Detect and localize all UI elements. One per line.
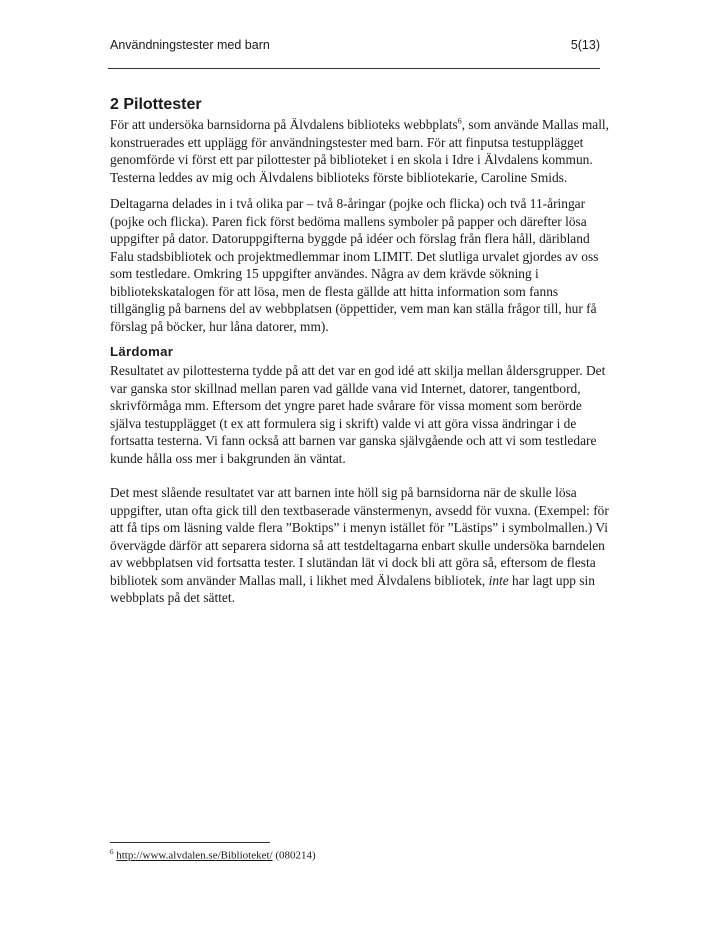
footnote-date: (080214)	[272, 849, 316, 862]
subsection-heading: Lärdomar	[110, 344, 174, 359]
emphasis: inte	[488, 572, 509, 588]
page-number: 5(13)	[570, 38, 600, 52]
running-header-title: Användningstester med barn	[110, 38, 270, 52]
footnote-link[interactable]: http://www.alvdalen.se/Biblioteket/	[116, 849, 273, 862]
footnote	[110, 848, 316, 862]
paragraph: Deltagarna delades in i två olika par – två 8-åringar (pojke och flicka) och två 11-åringar (pojke och flicka). Paren fick först bedöma mallens symboler på papper och därefter lösa uppgifter på dator. Datoruppgifterna byggde på idéer och förslag från flera håll, däribland Falu stadsbibliotek och projektmedlemmar inom LIMIT. Det slutliga urvalet gjordes av oss som testledare. Omkring 15 uppgifter användes. Några av dem krävde sökning i bibliotekskatalogen för att lösa, men de flesta gällde att hitta information som fanns tillgänglig på barnens del av webbplatsen (öppettider, vem man kan ställa frågor till, hur få förslag på böcker, hur låna datorer, mm).	[110, 196, 599, 334]
paragraph: För att undersöka barnsidorna på Älvdalens biblioteks webbplats$^6$, som använde Mallas mall, konstruerades ett upplägg för användningstester med barn. För att finputsa testupplägget genomförde vi först ett par pilottester på biblioteket i en skola i Idre i Älvdalens kommun. Testerna leddes av mig och Älvdalens biblioteks förste bibliotekarie, Caroline Smids.	[110, 116, 609, 185]
section-heading: 2 Pilottester	[110, 96, 202, 113]
footnote-reference: 6	[457, 116, 462, 126]
footnote-number: 6	[110, 848, 114, 856]
paragraph: Resultatet av pilottesterna tydde på att det var en god idé att skilja mellan åldersgrupper. Det var ganska stor skillnad mellan paren vad gällde vana vid Internet, datorer, tangentbord, skrivförmåga mm. Eftersom det yngre paret hade svårare för vissa moment som berörde själva testupplägget (t ex att formulera sig i skrift) valde vi att göra vissa ändringar i de fortsatta testerna. Vi fann också att barnen var ganska självgående och att vi som testledare kunde hålla oss mer i bakgrunden än väntat.	[110, 363, 606, 466]
header-divider	[108, 68, 600, 69]
paragraph: Det mest slående resultatet var att barnen inte höll sig på barnsidorna när de skulle lösa uppgifter, utan ofta gick till den textbaserade vänstermenyn, avsedd för vuxna. (Exempel: för att få tips om läsning valde flera ”Boktips” i menyn istället för ”Lästips” i symbolmallen.) Vi övervägde därför att separera sidorna så att testdeltagarna enbart skulle undersöka barndelen av webbplatsen vid fortsatta tester. I slutändan lät vi dock bli att göra så, eftersom de flesta bibliotek som använder Mallas mall, i likhet med Älvdalens bibliotek, inte har lagt upp sin webbplats på det sättet.	[110, 485, 609, 605]
page-body	[110, 96, 615, 607]
footnote-divider	[110, 842, 270, 843]
